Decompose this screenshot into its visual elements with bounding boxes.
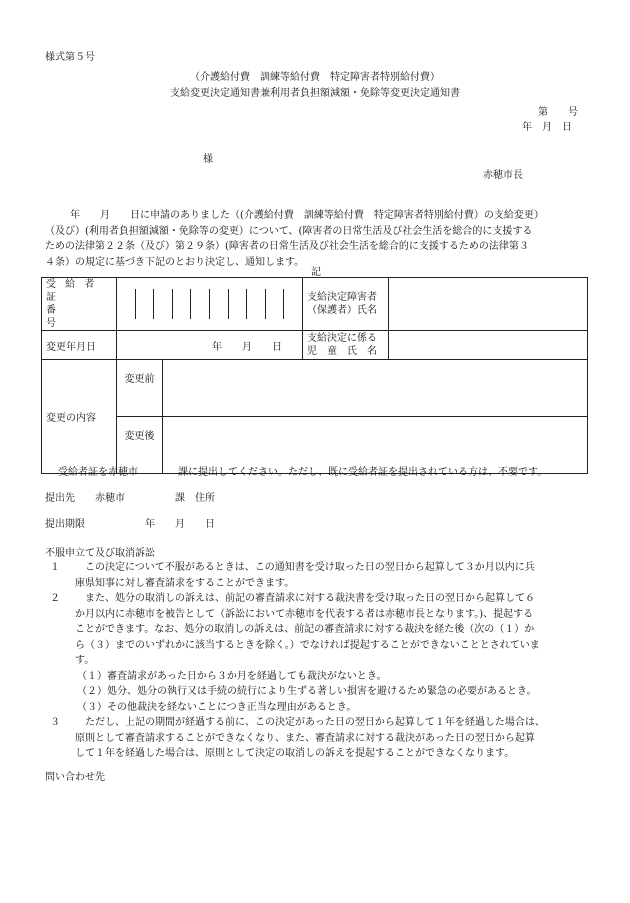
record-label: 記	[311, 267, 321, 278]
child-name-field[interactable]	[389, 331, 588, 360]
appeal-item-2: ２ また、処分の取消しの訴えは、前記の審査請求に対する裁決書を受け取った日の翌日から起算して６ か月以内に赤穂市を被告として（訴訟において赤穂市を代表する者は赤穂市長となります。)、提起する ことができます。なお、処分の取消しの訴えは、前記の審査請求に対する裁決を経た後（次の（１）か ら（３）までのいずれかに該当するときを除く。）でなければ提起することができないこととされていま す。	[50, 593, 540, 666]
appeal-notes	[45, 560, 595, 762]
appeal-title: 不服申立て及び取消訴訟	[45, 548, 155, 559]
appeal-sub-1: （１）審査請求があった日から３か月を経過しても裁決がないとき。	[77, 670, 387, 682]
title-line-1: （介護給付費 訓練等給付費 特定障害者特別給付費）	[190, 72, 440, 83]
recipient-number-cells[interactable]	[117, 278, 303, 331]
issuer-name: 赤穂市長	[483, 170, 523, 181]
before-label: 変更前	[117, 360, 163, 416]
recipient-number-label: 受 給 者 証 番 号	[42, 278, 117, 331]
recipient-name-field[interactable]	[389, 278, 588, 331]
submit-to: 提出先 赤穂市 課 住所	[45, 493, 215, 504]
after-label: 変更後	[117, 416, 163, 473]
change-date-field[interactable]: 年 月 日	[117, 331, 303, 360]
appeal-item-3: ３ ただし、上記の期間が経過する前に、この決定があった日の翌日から起算して１年を経過した場合は、 原則として審査請求することができなくなり、また、審査請求に対する裁決があった日の翌日から起算 して１年を経過した場合は、原則として決定の取消しの訴えを提起することができなくなります。	[50, 717, 545, 759]
change-content-label: 変更の内容	[42, 360, 117, 474]
appeal-sub-2: （２）処分、処分の執行又は手続の続行により生ずる著しい損害を避けるため緊急の必要があるとき。	[77, 686, 537, 697]
addressee-suffix: 様	[203, 154, 213, 165]
appeal-item-1: １ この決定について不服があるときは、この通知書を受け取った日の翌日から起算して３か月以内に兵 庫県知事に対し審査請求をすることができます。	[50, 562, 535, 589]
form-number: 様式第５号	[45, 52, 95, 63]
appeal-sub-3: （３）その他裁決を経ないことにつき正当な理由があるとき。	[77, 701, 357, 713]
change-date-label: 変更年月日	[42, 331, 117, 360]
inquiry-label: 問い合わせ先	[45, 772, 105, 783]
child-name-label: 支給決定に係る 児 童 氏 名	[303, 331, 389, 360]
submit-deadline: 提出期限 年 月 日	[45, 519, 215, 530]
document-number: 第 号	[538, 107, 578, 118]
change-details-table	[41, 277, 588, 474]
recipient-name-label: 支給決定障害者 （保護者）氏名	[303, 278, 389, 331]
before-field[interactable]	[163, 360, 588, 416]
submit-notice: 受給者証を赤穂市 課に提出してください。ただし、既に受給者証を提出されている方は、不要です。	[58, 467, 548, 478]
title-line-2: 支給変更決定通知書兼利用者負担額減額・免除等変更決定通知書	[170, 88, 460, 99]
issue-date: 年 月 日	[522, 122, 572, 133]
notice-paragraph: 年 月 日に申請のありました（(介護給付費 訓練等給付費 特定障害者特別給付費）の支給変更） （及び）(利用者負担額減額・免除等の変更）について、(障害者の日常生活及び社会生活を総合的に支援する ための法律第２２条（及び）第２９条）(障害者の日常生活及び社会生活を総合的に支援するための法律第３ ４条）の規定に基づき下記のとおり決定し、通知します。	[45, 210, 544, 268]
